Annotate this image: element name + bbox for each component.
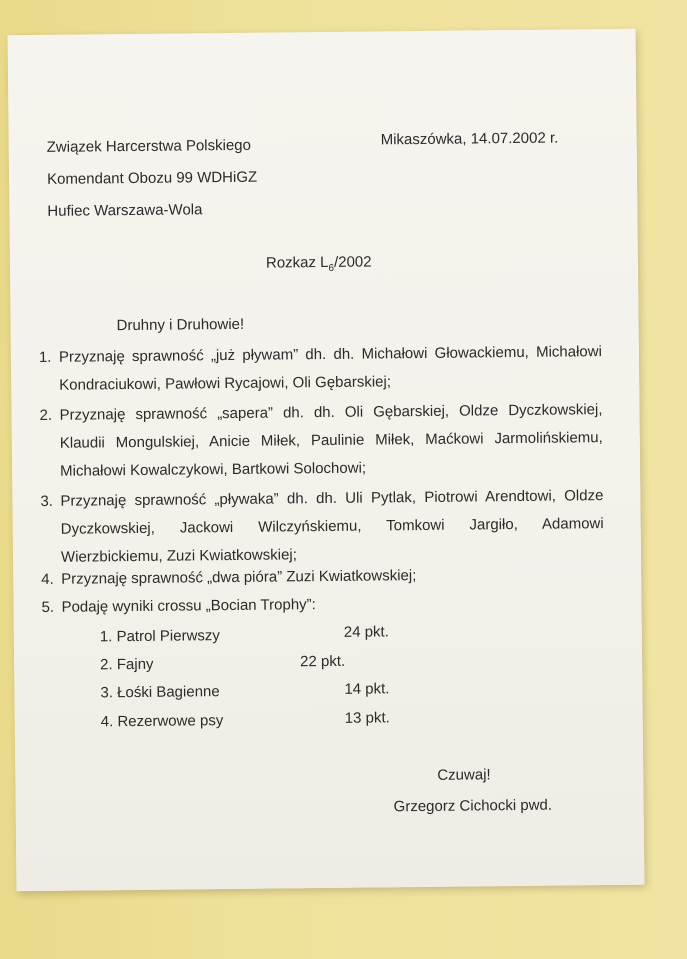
- result-score: 24 pkt.: [343, 623, 389, 641]
- item-number: 2.: [39, 406, 53, 424]
- document-body: [8, 29, 645, 892]
- result-name: 3. Łośki Bagienne: [100, 683, 220, 702]
- salute: Czuwaj!: [437, 766, 491, 784]
- order-title-subscript: 6: [328, 262, 335, 274]
- order-item: Podaję wyniki crossu „Bocian Trophy”:: [61, 596, 316, 616]
- result-score: 13 pkt.: [344, 709, 390, 727]
- item-number: 5.: [41, 598, 55, 616]
- item-number: 3.: [40, 492, 54, 510]
- order-item: Przyznaję sprawność „dwa pióra” Zuzi Kwiatkowskiej;: [61, 567, 417, 588]
- order-item: Przyznaję sprawność „pływaka” dh. dh. Uli Pytlak, Piotrowi Arendtowi, Oldze Dyczkowskiej, Jackowi Wilczyńskiemu, Tomkowi Jargiło, Adamowi Wierzbickiemu, Zuzi Kwiatkowskiej;: [60, 487, 604, 566]
- order-title-prefix: Rozkaz L: [265, 253, 329, 272]
- greeting: Druhny i Druhowie!: [116, 315, 245, 335]
- org-name: Związek Harcerstwa Polskiego: [46, 136, 252, 156]
- result-score: 22 pkt.: [300, 652, 346, 671]
- item-number: 1.: [38, 348, 52, 367]
- order-item: Przyznaję sprawność „już pływam” dh. dh. Michałowi Głowackiemu, Michałowi Kondraciukowi, Pawłowi Rycajowi, Oli Gębarskiej;: [58, 343, 602, 394]
- order-title-suffix: /2002: [333, 253, 372, 271]
- district-line: Hufiec Warszawa-Wola: [47, 201, 203, 220]
- order-title: [266, 254, 372, 275]
- place-date: Mikaszówka, 14.07.2002 r.: [380, 129, 559, 149]
- paper-sheet: [8, 29, 645, 892]
- order-item: Przyznaję sprawność „sapera” dh. dh. Oli Gębarskiej, Oldze Dyczkowskiej, Klaudii Mongulskiej, Anicie Miłek, Paulinie Miłek, Maćkowi Jarmolińskiemu, Michałowi Kowalczykowi, Bartkowi Solochowi;: [59, 401, 603, 480]
- signature: Grzegorz Cichocki pwd.: [393, 796, 553, 816]
- item-number: 4.: [41, 570, 54, 588]
- result-name: 4. Rezerwowe psy: [100, 712, 224, 731]
- commandant-line: Komendant Obozu 99 WDHiGZ: [46, 168, 258, 188]
- result-score: 14 pkt.: [344, 680, 390, 698]
- result-name: 1. Patrol Pierwszy: [99, 627, 220, 646]
- result-name: 2. Fajny: [100, 655, 154, 674]
